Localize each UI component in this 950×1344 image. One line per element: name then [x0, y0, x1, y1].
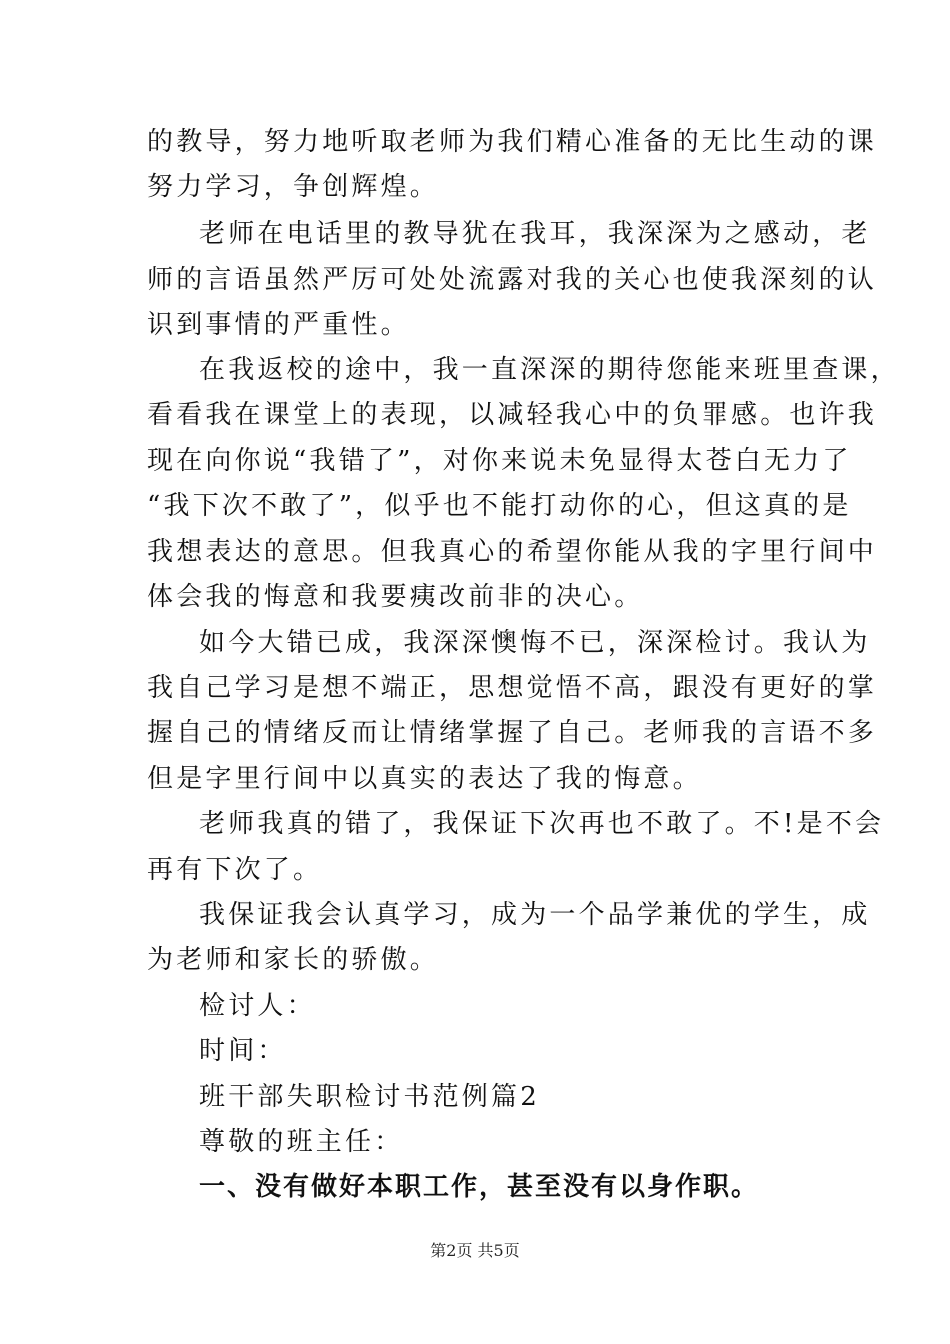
page-number-footer: 第2页 共5页: [430, 1241, 520, 1260]
body-text-line: 握自己的情绪反而让情绪掌握了自己。老师我的言语不多: [147, 718, 878, 748]
body-text-line: 师的言语虽然严厉可处处流露对我的关心也使我深刻的认: [147, 265, 878, 295]
bold-heading: 一、没有做好本职工作，甚至没有以身作职。: [199, 1172, 760, 1202]
salutation: 尊敬的班主任：: [199, 1127, 404, 1157]
paragraph-first-line: 在我返校的途中，我一直深深的期待您能来班里查课，: [199, 355, 900, 385]
section-title: 班干部失职检讨书范例篇2: [199, 1082, 540, 1112]
body-text-line: 的教导，努力地听取老师为我们精心准备的无比生动的课: [147, 127, 878, 157]
paragraph-first-line: 如今大错已成，我深深懊悔不已，深深检讨。我认为: [199, 628, 871, 658]
paragraph-first-line: 老师我真的错了，我保证下次再也不敢了。不!是不会: [199, 809, 885, 839]
body-text-line: 我想表达的意思。但我真心的希望你能从我的字里行间中: [147, 537, 878, 567]
body-text-line: 努力学习，争创辉煌。: [147, 172, 440, 202]
paragraph-first-line: 我保证我会认真学习，成为一个品学兼优的学生，成: [199, 900, 871, 930]
body-text-line: 为老师和家长的骄傲。: [147, 945, 440, 975]
body-text-line: 但是字里行间中以真实的表达了我的悔意。: [147, 764, 702, 794]
paragraph-first-line: 老师在电话里的教导犹在我耳，我深深为之感动，老: [199, 219, 871, 249]
date-label: 时间：: [199, 1036, 287, 1066]
signature-label: 检讨人：: [199, 991, 316, 1021]
body-text-line: 我自己学习是想不端正，思想觉悟不高，跟没有更好的掌: [147, 673, 878, 703]
body-text-line: 识到事情的严重性。: [147, 310, 410, 340]
body-text-line: “我下次不敢了”，似乎也不能打动你的心，但这真的是: [147, 491, 852, 521]
body-text-line: 再有下次了。: [147, 855, 323, 885]
body-text-line: 体会我的悔意和我要痍改前非的决心。: [147, 582, 644, 612]
body-text-line: 现在向你说“我错了”，对你来说未免显得太苍白无力了: [147, 446, 852, 476]
body-text-line: 看看我在课堂上的表现，以减轻我心中的负罪感。也许我: [147, 400, 878, 430]
